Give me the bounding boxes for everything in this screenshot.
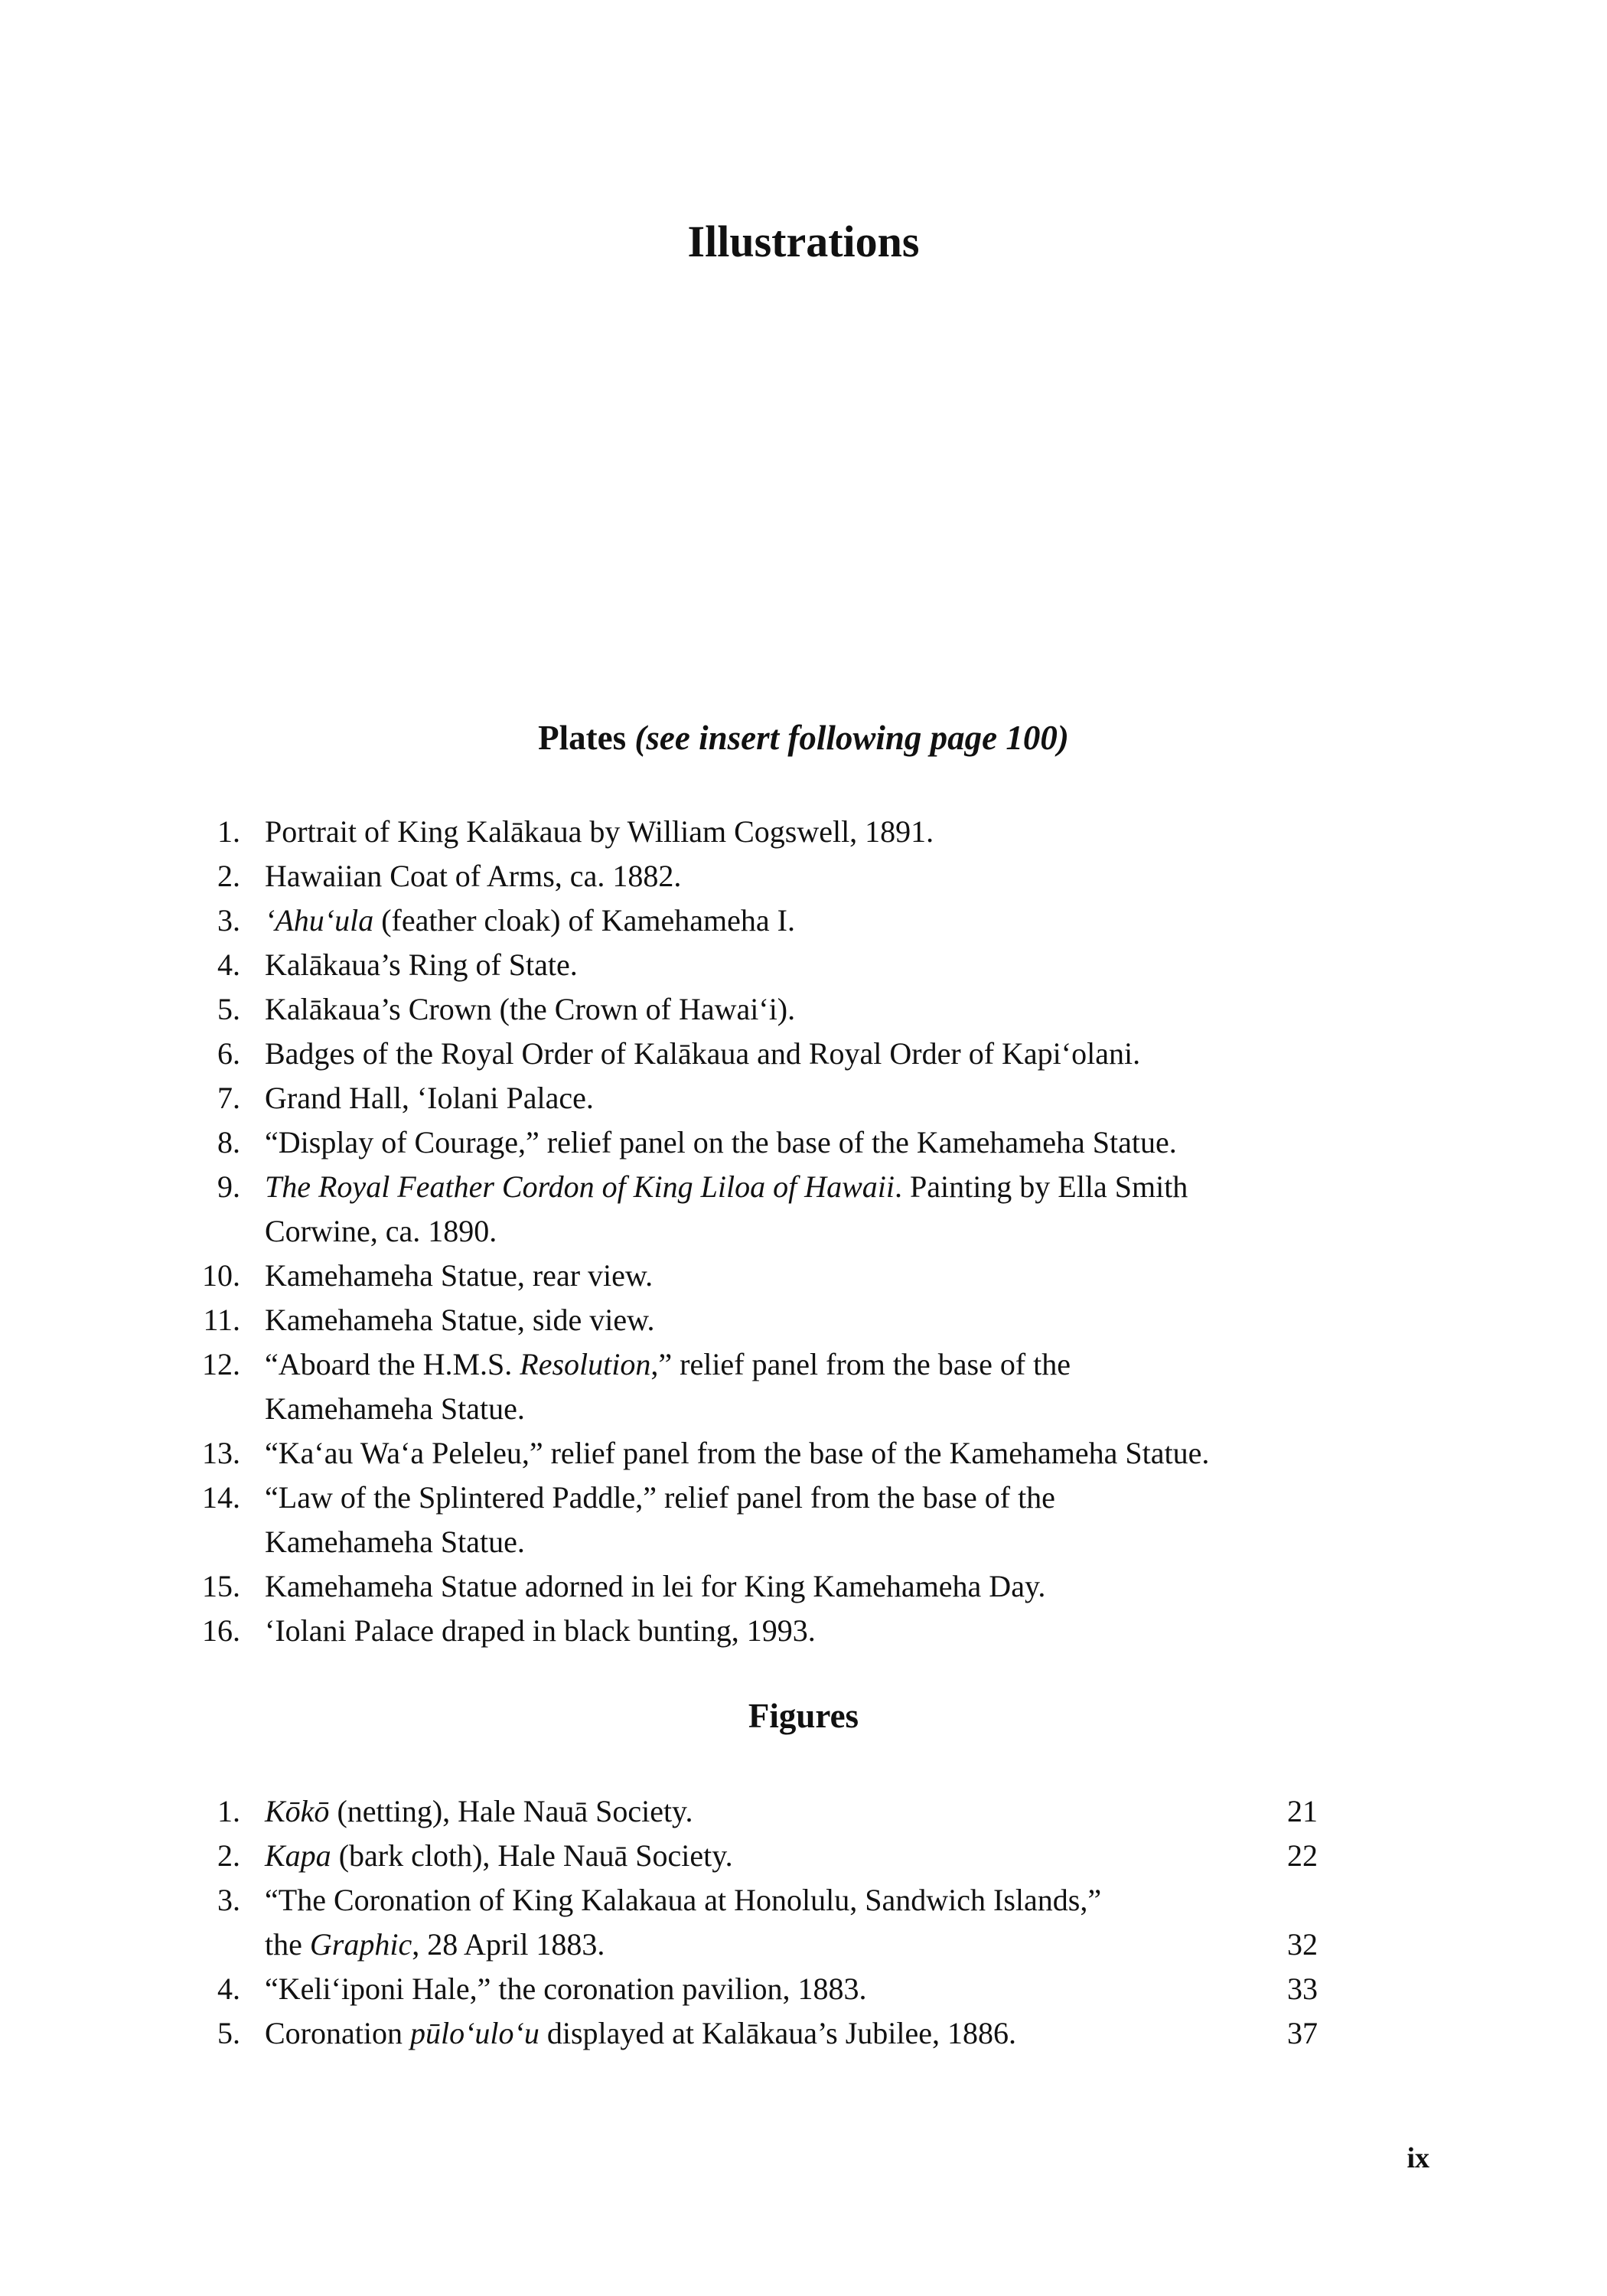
item-caption: [265, 1789, 1260, 1834]
item-caption: [265, 1298, 1260, 1342]
text-segment: . Painting by Ella Smith: [894, 1169, 1188, 1204]
plate-item: [0, 1564, 1607, 1609]
item-page-number: 22: [1287, 1838, 1318, 1873]
text-segment: displayed at Kalākaua’s Jubilee, 1886.: [539, 2016, 1017, 2050]
text-segment: Graphic: [309, 1927, 412, 1962]
figure-item: [0, 1789, 1607, 1834]
item-number: 5.: [217, 2016, 240, 2050]
item-number: 16.: [202, 1613, 240, 1648]
item-number: 1.: [217, 1794, 240, 1828]
text-segment: (bark cloth), Hale Nauā Society.: [331, 1838, 733, 1873]
item-caption: [265, 1076, 1260, 1120]
item-caption: [265, 899, 1260, 943]
text-segment: Kalākaua’s Ring of State.: [265, 947, 578, 982]
item-number: 8.: [217, 1125, 240, 1159]
plate-item: [0, 810, 1607, 854]
item-number: 14.: [202, 1480, 240, 1515]
item-caption-continuation: Kamehameha Statue.: [265, 1525, 525, 1559]
text-segment: “Aboard the H.M.S.: [265, 1347, 520, 1381]
item-caption: [265, 1342, 1260, 1431]
text-segment: “The Coronation of King Kalakaua at Honolulu, Sandwich Islands,”: [265, 1883, 1102, 1917]
plate-item: [0, 854, 1607, 899]
item-number: 13.: [202, 1436, 240, 1470]
item-number: 2.: [217, 859, 240, 893]
text-segment: ʻIolani Palace draped in black bunting, 1993.: [265, 1613, 816, 1648]
item-caption: [265, 1564, 1260, 1609]
item-caption: [265, 1878, 1260, 1967]
text-segment: Resolution: [520, 1347, 651, 1381]
plate-item: [0, 1298, 1607, 1342]
text-segment: Kalākaua’s Crown (the Crown of Hawaiʻi).: [265, 992, 796, 1026]
item-number: 15.: [202, 1569, 240, 1603]
text-segment: “Law of the Splintered Paddle,” relief panel from the base of the: [265, 1480, 1055, 1515]
item-caption: [265, 810, 1260, 854]
figures-list: [0, 1789, 1607, 2056]
item-caption: [265, 1120, 1260, 1165]
plate-item: [0, 1032, 1607, 1076]
text-segment: Portrait of King Kalākaua by William Cogswell, 1891.: [265, 814, 934, 849]
text-segment: Kamehameha Statue adorned in lei for King Kamehameha Day.: [265, 1569, 1046, 1603]
plates-heading-label: Plates: [538, 719, 627, 757]
item-number: 11.: [203, 1303, 240, 1337]
figure-item: [0, 1967, 1607, 2011]
plate-item: [0, 1476, 1607, 1564]
text-segment: pūloʻuloʻu: [409, 2016, 539, 2050]
item-caption: [265, 1165, 1260, 1254]
item-caption: [265, 1431, 1260, 1476]
plates-heading: [0, 718, 1607, 758]
text-segment: , 28 April 1883.: [412, 1927, 605, 1962]
item-number: 3.: [217, 1883, 240, 1917]
text-segment: ,” relief panel from the base of the: [650, 1347, 1071, 1381]
text-segment: (feather cloak) of Kamehameha I.: [373, 903, 795, 938]
text-segment: Kamehameha Statue, side view.: [265, 1303, 655, 1337]
plate-item: [0, 1609, 1607, 1653]
plate-item: [0, 1120, 1607, 1165]
item-number: 2.: [217, 1838, 240, 1873]
plate-item: [0, 987, 1607, 1032]
figure-item: [0, 1878, 1607, 1967]
item-caption: [265, 1032, 1260, 1076]
item-caption-continuation: Corwine, ca. 1890.: [265, 1214, 497, 1248]
text-segment: Hawaiian Coat of Arms, ca. 1882.: [265, 859, 682, 893]
item-number: 5.: [217, 992, 240, 1026]
text-segment: “Keliʻiponi Hale,” the coronation pavilion, 1883.: [265, 1971, 867, 2006]
item-page-number: 33: [1287, 1971, 1318, 2006]
item-number: 7.: [217, 1081, 240, 1115]
item-number: 1.: [217, 814, 240, 849]
plates-list: [0, 810, 1607, 1653]
item-page-number: 32: [1287, 1927, 1318, 1962]
item-page-number: 37: [1287, 2016, 1318, 2050]
item-number: 12.: [202, 1347, 240, 1381]
plate-item: [0, 1076, 1607, 1120]
text-segment: Kapa: [265, 1838, 331, 1873]
figure-item: [0, 1834, 1607, 1878]
figures-heading: Figures: [748, 1697, 859, 1735]
text-segment: The Royal Feather Cordon of King Liloa of Hawaii: [265, 1169, 895, 1204]
item-caption: [265, 1476, 1260, 1564]
item-caption: [265, 1609, 1260, 1653]
item-caption: [265, 1967, 1260, 2011]
text-segment: Kamehameha Statue, rear view.: [265, 1258, 654, 1293]
text-segment: Badges of the Royal Order of Kalākaua and Royal Order of Kapiʻolani.: [265, 1036, 1141, 1071]
text-segment: the: [265, 1927, 310, 1962]
plate-item: [0, 1342, 1607, 1431]
item-caption: [265, 1254, 1260, 1298]
page-number: ix: [1407, 2142, 1429, 2174]
item-caption-continuation: Kamehameha Statue.: [265, 1391, 525, 1426]
text-segment: (netting), Hale Nauā Society.: [329, 1794, 693, 1828]
plates-heading-note: (see insert following page 100): [634, 719, 1069, 757]
text-segment: “Kaʻau Waʻa Peleleu,” relief panel from the base of the Kamehameha Statue.: [265, 1436, 1210, 1470]
item-number: 9.: [217, 1169, 240, 1204]
item-caption: [265, 943, 1260, 987]
plate-item: [0, 1165, 1607, 1254]
item-caption: [265, 854, 1260, 899]
plate-item: [0, 1254, 1607, 1298]
text-segment: Coronation: [265, 2016, 410, 2050]
item-caption: [265, 987, 1260, 1032]
item-number: 4.: [217, 947, 240, 982]
plate-item: [0, 899, 1607, 943]
page-title: Illustrations: [687, 217, 920, 266]
text-segment: ʻAhuʻula: [265, 903, 374, 938]
text-segment: Kōkō: [265, 1794, 330, 1828]
text-segment: “Display of Courage,” relief panel on the base of the Kamehameha Statue.: [265, 1125, 1177, 1159]
item-caption: [265, 2011, 1260, 2056]
item-page-number: 21: [1287, 1794, 1318, 1828]
figure-item: [0, 2011, 1607, 2056]
item-caption-continuation: [265, 1923, 1260, 1967]
item-number: 10.: [202, 1258, 240, 1293]
plate-item: [0, 1431, 1607, 1476]
item-number: 3.: [217, 903, 240, 938]
text-segment: Grand Hall, ʻIolani Palace.: [265, 1081, 594, 1115]
item-number: 4.: [217, 1971, 240, 2006]
item-caption: [265, 1834, 1260, 1878]
item-number: 6.: [217, 1036, 240, 1071]
plate-item: [0, 943, 1607, 987]
